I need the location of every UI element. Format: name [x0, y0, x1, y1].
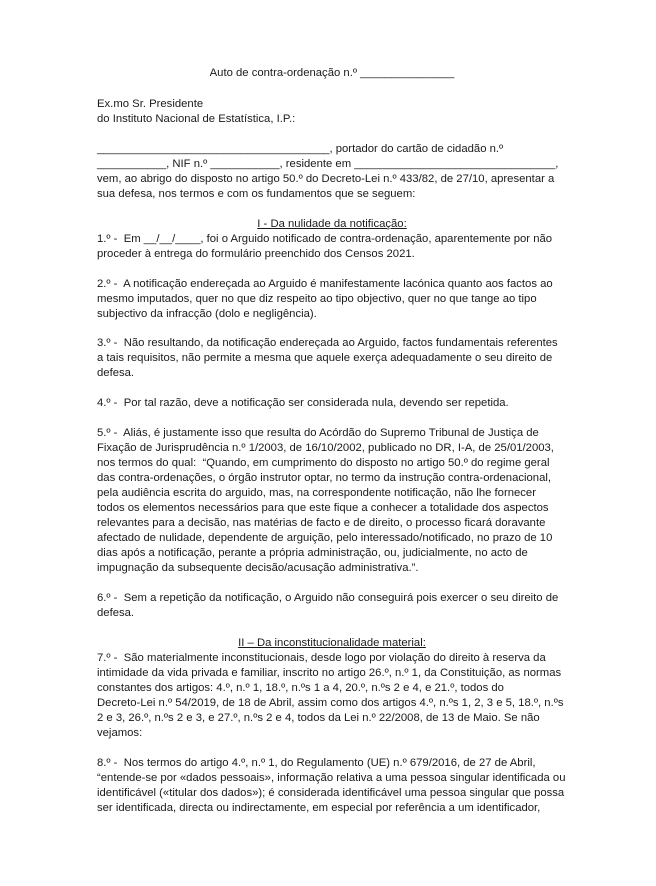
paragraph-line: 1.º - Em __/__/____, foi o Arguido notificado de contra-ordenação, aparentemente por não — [97, 233, 553, 245]
intro-line: ___________, NIF n.º ___________, residente em ________________________________, — [97, 158, 559, 170]
paragraph-line: Fixação de Jurisprudência n.º 1/2003, de 16/10/2002, publicado no DR, I-A, de 25/01/2003, — [97, 442, 554, 454]
paragraph-line: 6.º - Sem a repetição da notificação, o Arguido não conseguirá pois exercer o seu direito de — [97, 592, 559, 604]
paragraph-line: mesmo imputados, quer no que diz respeito ao tipo objectivo, quer no que tange ao tipo — [97, 293, 537, 305]
paragraph-line: 8.º - Nos termos do artigo 4.º, n.º 1, do Regulamento (UE) n.º 679/2016, de 27 de Abril, — [97, 757, 536, 769]
paragraph-line: 4.º - Por tal razão, deve a notificação ser considerada nula, devendo ser repetida. — [97, 397, 509, 409]
paragraph-line: subjectivo da infracção (dolo e negligência). — [97, 308, 317, 320]
paragraph-line: 7.º - São materialmente inconstitucionais, desde logo por violação do direito à reserva da — [97, 652, 546, 664]
paragraph-line: das contra-ordenações, o órgão instrutor optar, no termo da instrução contra-ordenacional, — [97, 472, 552, 484]
paragraph-line: todos os elementos necessários para que este fique a conhecer a totalidade dos aspectos — [97, 502, 549, 514]
paragraph-line: intimidade da vida privada e familiar, inscrito no artigo 26.º, n.º 1, da Constituição, as normas — [97, 667, 562, 679]
paragraph-line: 5.º - Aliás, é justamente isso que resulta do Acórdão do Supremo Tribunal de Justiça de — [97, 427, 539, 439]
paragraph-line: pela audiência escrita do arguido, mas, na correspondente notificação, não lhe fornecer — [97, 487, 536, 499]
paragraph-line: impugnação da subsequente decisão/acusação administrativa.”. — [97, 562, 419, 574]
section-heading-nulidade: I - Da nulidade da notificação: — [257, 218, 407, 230]
paragraph-line: “entende-se por «dados pessoais», informação relativa a uma pessoa singular identificada ou — [97, 772, 566, 784]
section-heading-inconstitucionalidade: II – Da inconstitucionalidade material: — [238, 637, 426, 649]
paragraph-line: 2 e 3, 26.º, n.ºs 2 e 3, e 27.º, n.ºs 2 e 4, todos da Lei n.º 22/2008, de 13 de Maio. Se não — [97, 712, 540, 724]
paragraph-line: afectado de nulidade, dependente de arguição, pelo interessado/notificado, no prazo de 10 — [97, 532, 553, 544]
paragraph-line: defesa. — [97, 607, 135, 619]
addressee-line: Ex.mo Sr. Presidente — [97, 98, 204, 110]
intro-line: _____________________________________, portador do cartão de cidadão n.º — [97, 143, 504, 155]
paragraph-line: relevantes para a decisão, nas matérias de facto e de direito, o processo ficará doravante — [97, 517, 546, 529]
document-title: Auto de contra-ordenação n.º _______________ — [209, 67, 455, 79]
paragraph-line: proceder à entrega do formulário preenchido dos Censos 2021. — [97, 248, 415, 260]
paragraph-line: vejamos: — [97, 727, 143, 739]
paragraph-line: identificável («titular dos dados»); é considerada identificável uma pessoa singular que possa — [97, 787, 565, 799]
paragraph-line: a tais requisitos, não permite a mesma que aquele exerça adequadamente o seu direito de — [97, 352, 553, 364]
addressee-line: do Instituto Nacional de Estatística, I.P.: — [97, 113, 296, 125]
paragraph-line: Decreto-Lei n.º 54/2019, de 18 de Abril, assim como dos artigos 4.º, n.ºs 1, 2, 3 e 5, 18.º, n.ºs — [97, 697, 564, 709]
intro-line: vem, ao abrigo do disposto no artigo 50.º do Decreto-Lei n.º 433/82, de 27/10, apresentar a — [97, 173, 555, 185]
paragraph-line: constantes dos artigos: 4.º, n.º 1, 18.º, n.ºs 1 a 4, 20.º, n.ºs 2 e 4, e 21.º, todos do — [97, 682, 504, 694]
paragraph-line: nos termos do qual: “Quando, em cumprimento do disposto no artigo 50.º do regime geral — [97, 457, 550, 469]
paragraph-line: dias após a notificação, perante a própria administração, ou, judicialmente, no acto de — [97, 547, 528, 559]
intro-line: sua defesa, nos termos e com os fundamentos que se seguem: — [97, 188, 416, 200]
paragraph-line: defesa. — [97, 367, 135, 379]
paragraph-line: 2.º - A notificação endereçada ao Arguido é manifestamente lacónica quanto aos factos ao — [97, 278, 553, 290]
paragraph-line: 3.º - Não resultando, da notificação endereçada ao Arguido, factos fundamentais referentes — [97, 337, 558, 349]
paragraph-line: ser identificada, directa ou indirectamente, em especial por referência a um identificador, — [97, 802, 541, 814]
